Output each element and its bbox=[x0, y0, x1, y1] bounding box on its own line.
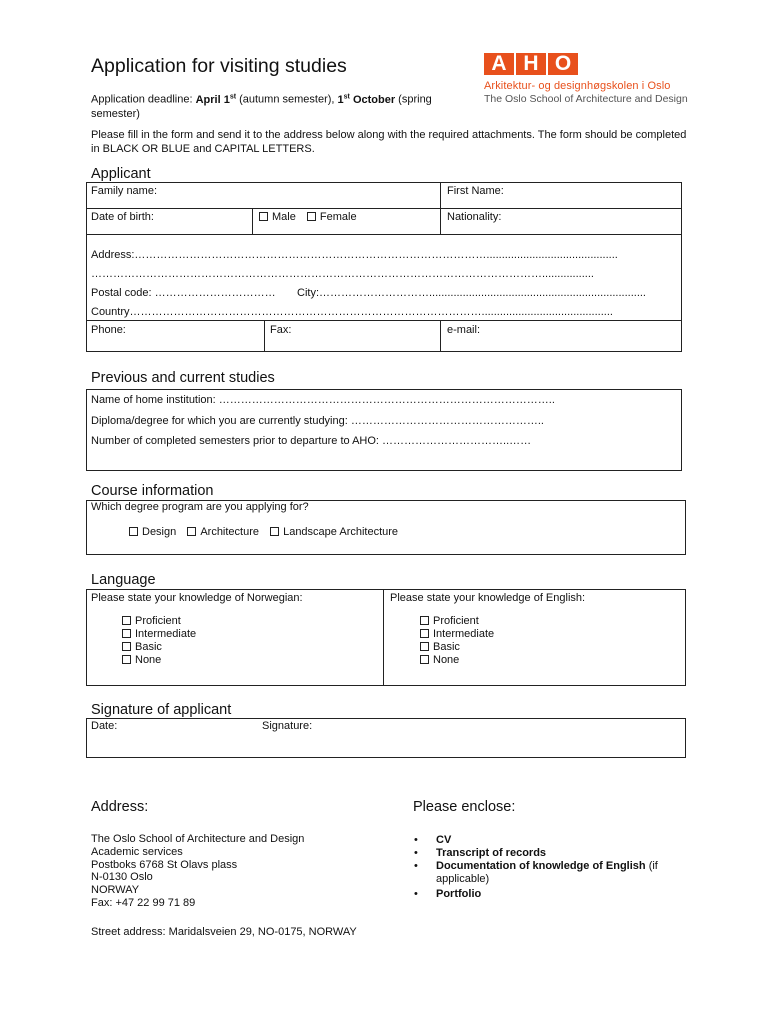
level-label: Intermediate bbox=[433, 628, 495, 640]
nationality-field[interactable]: Nationality: bbox=[447, 211, 502, 223]
country-field[interactable]: Country……………………………………………………………………………………........................................... bbox=[91, 306, 613, 318]
address-field[interactable]: Address:……………………………………………………………………………………........................................... bbox=[91, 249, 618, 261]
address-line: NORWAY bbox=[91, 884, 140, 897]
level-label: Basic bbox=[135, 641, 162, 653]
logo-letter-o: O bbox=[548, 53, 578, 75]
street-address: Street address: Maridalsveien 29, NO-0175, NORWAY bbox=[91, 926, 357, 938]
architecture-checkbox[interactable] bbox=[187, 527, 196, 536]
postal-address bbox=[91, 833, 304, 910]
enclose-item-label: Transcript of records bbox=[436, 847, 547, 859]
list-item bbox=[420, 641, 494, 654]
list-item bbox=[122, 615, 196, 628]
address-heading: Address: bbox=[91, 799, 149, 815]
english-intermediate-checkbox[interactable] bbox=[420, 629, 429, 638]
logo-letter-a: A bbox=[484, 53, 514, 75]
divider bbox=[86, 208, 682, 209]
enclose-item-label: Documentation of knowledge of English bbox=[436, 860, 646, 872]
norwegian-intermediate-checkbox[interactable] bbox=[122, 629, 131, 638]
divider bbox=[86, 320, 682, 321]
section-title-course: Course information bbox=[91, 483, 214, 499]
english-none-checkbox[interactable] bbox=[420, 655, 429, 664]
postal-code-field[interactable]: Postal code: …………………………… bbox=[91, 287, 276, 299]
fax-field[interactable]: Fax: bbox=[270, 324, 292, 336]
design-checkbox[interactable] bbox=[129, 527, 138, 536]
signature-field[interactable]: Signature: bbox=[262, 720, 313, 732]
list-item bbox=[414, 860, 684, 886]
list-item bbox=[414, 888, 684, 901]
divider bbox=[252, 208, 253, 234]
signature-date-field[interactable]: Date: bbox=[91, 720, 118, 732]
address-line: Academic services bbox=[91, 845, 183, 858]
phone-field[interactable]: Phone: bbox=[91, 324, 126, 336]
date-of-birth-field[interactable]: Date of birth: bbox=[91, 211, 154, 223]
list-item bbox=[414, 834, 684, 847]
section-title-language: Language bbox=[91, 572, 156, 588]
norwegian-levels bbox=[122, 615, 196, 667]
list-item bbox=[420, 615, 494, 628]
norwegian-basic-checkbox[interactable] bbox=[122, 642, 131, 651]
list-item bbox=[122, 641, 196, 654]
logo-norwegian-name: Arkitektur- og designhøgskolen i Oslo bbox=[484, 80, 671, 92]
address-line: Fax: +47 22 99 71 89 bbox=[91, 896, 196, 909]
degree-field[interactable]: Diploma/degree for which you are currently studying: …………………………………………….. bbox=[91, 415, 544, 427]
address-line: Postboks 6768 St Olavs plass bbox=[91, 858, 238, 871]
divider bbox=[383, 589, 384, 686]
level-label: None bbox=[433, 654, 460, 666]
address-line: The Oslo School of Architecture and Design bbox=[91, 833, 305, 845]
list-item bbox=[122, 654, 196, 667]
divider bbox=[86, 234, 682, 235]
address-line: N-0130 Oslo bbox=[91, 871, 153, 884]
enclose-item-label: CV bbox=[436, 834, 452, 846]
address-field-line2[interactable]: ……………………………………………………………………………………………………………................. bbox=[91, 268, 594, 280]
aho-logo-mark bbox=[484, 53, 704, 75]
divider bbox=[440, 320, 441, 352]
male-label: Male bbox=[272, 211, 296, 223]
enclose-heading: Please enclose: bbox=[413, 799, 516, 815]
list-item bbox=[414, 847, 684, 860]
enclose-item-label: Portfolio bbox=[436, 888, 482, 900]
female-checkbox[interactable] bbox=[307, 212, 316, 221]
norwegian-proficient-checkbox[interactable] bbox=[122, 616, 131, 625]
english-basic-checkbox[interactable] bbox=[420, 642, 429, 651]
english-proficient-checkbox[interactable] bbox=[420, 616, 429, 625]
english-levels bbox=[420, 615, 494, 667]
norwegian-question: Please state your knowledge of Norwegian: bbox=[91, 592, 303, 604]
degree-program-question: Which degree program are you applying for? bbox=[91, 501, 309, 513]
enclose-list bbox=[414, 834, 684, 901]
first-name-field[interactable]: First Name: bbox=[447, 185, 504, 197]
application-deadline: Application deadline: April 1st (autumn semester), 1st October (spring semester) bbox=[91, 93, 432, 120]
list-item bbox=[122, 628, 196, 641]
level-label: Basic bbox=[433, 641, 460, 653]
norwegian-none-checkbox[interactable] bbox=[122, 655, 131, 664]
degree-program-options bbox=[129, 526, 398, 538]
signature-box bbox=[86, 718, 686, 758]
logo-letter-h: H bbox=[516, 53, 546, 75]
section-title-applicant: Applicant bbox=[91, 166, 151, 182]
family-name-field[interactable]: Family name: bbox=[91, 185, 158, 197]
gender-options bbox=[259, 211, 357, 223]
landscape-architecture-checkbox[interactable] bbox=[270, 527, 279, 536]
male-checkbox[interactable] bbox=[259, 212, 268, 221]
design-label: Design bbox=[142, 526, 177, 538]
city-field[interactable]: City:…………………………....................................................................... bbox=[297, 287, 646, 299]
logo-english-name: The Oslo School of Architecture and Design bbox=[484, 93, 688, 105]
if-applicable-note: (if applicable) bbox=[436, 860, 658, 885]
aho-logo bbox=[484, 53, 704, 105]
list-item bbox=[420, 628, 494, 641]
level-label: None bbox=[135, 654, 162, 666]
level-label: Proficient bbox=[135, 615, 181, 627]
email-field[interactable]: e-mail: bbox=[447, 324, 481, 336]
semesters-field[interactable]: Number of completed semesters prior to departure to AHO: ……………………………..…… bbox=[91, 435, 532, 447]
divider bbox=[440, 182, 441, 234]
list-item bbox=[420, 654, 494, 667]
female-label: Female bbox=[319, 211, 357, 223]
section-title-studies: Previous and current studies bbox=[91, 370, 275, 386]
home-institution-field[interactable]: Name of home institution: ……………………………………………………………………………….. bbox=[91, 394, 555, 406]
divider bbox=[264, 320, 265, 352]
section-title-signature: Signature of applicant bbox=[91, 702, 232, 718]
level-label: Proficient bbox=[433, 615, 479, 627]
page-title: Application for visiting studies bbox=[91, 55, 347, 77]
architecture-label: Architecture bbox=[200, 526, 260, 538]
level-label: Intermediate bbox=[135, 628, 197, 640]
landscape-architecture-label: Landscape Architecture bbox=[283, 526, 399, 538]
english-question: Please state your knowledge of English: bbox=[390, 592, 586, 604]
instructions: Please fill in the form and send it to the address below along with the required attachments. The form should be completed in BLACK OR BLUE and CAPITAL LETTERS. bbox=[91, 129, 687, 155]
